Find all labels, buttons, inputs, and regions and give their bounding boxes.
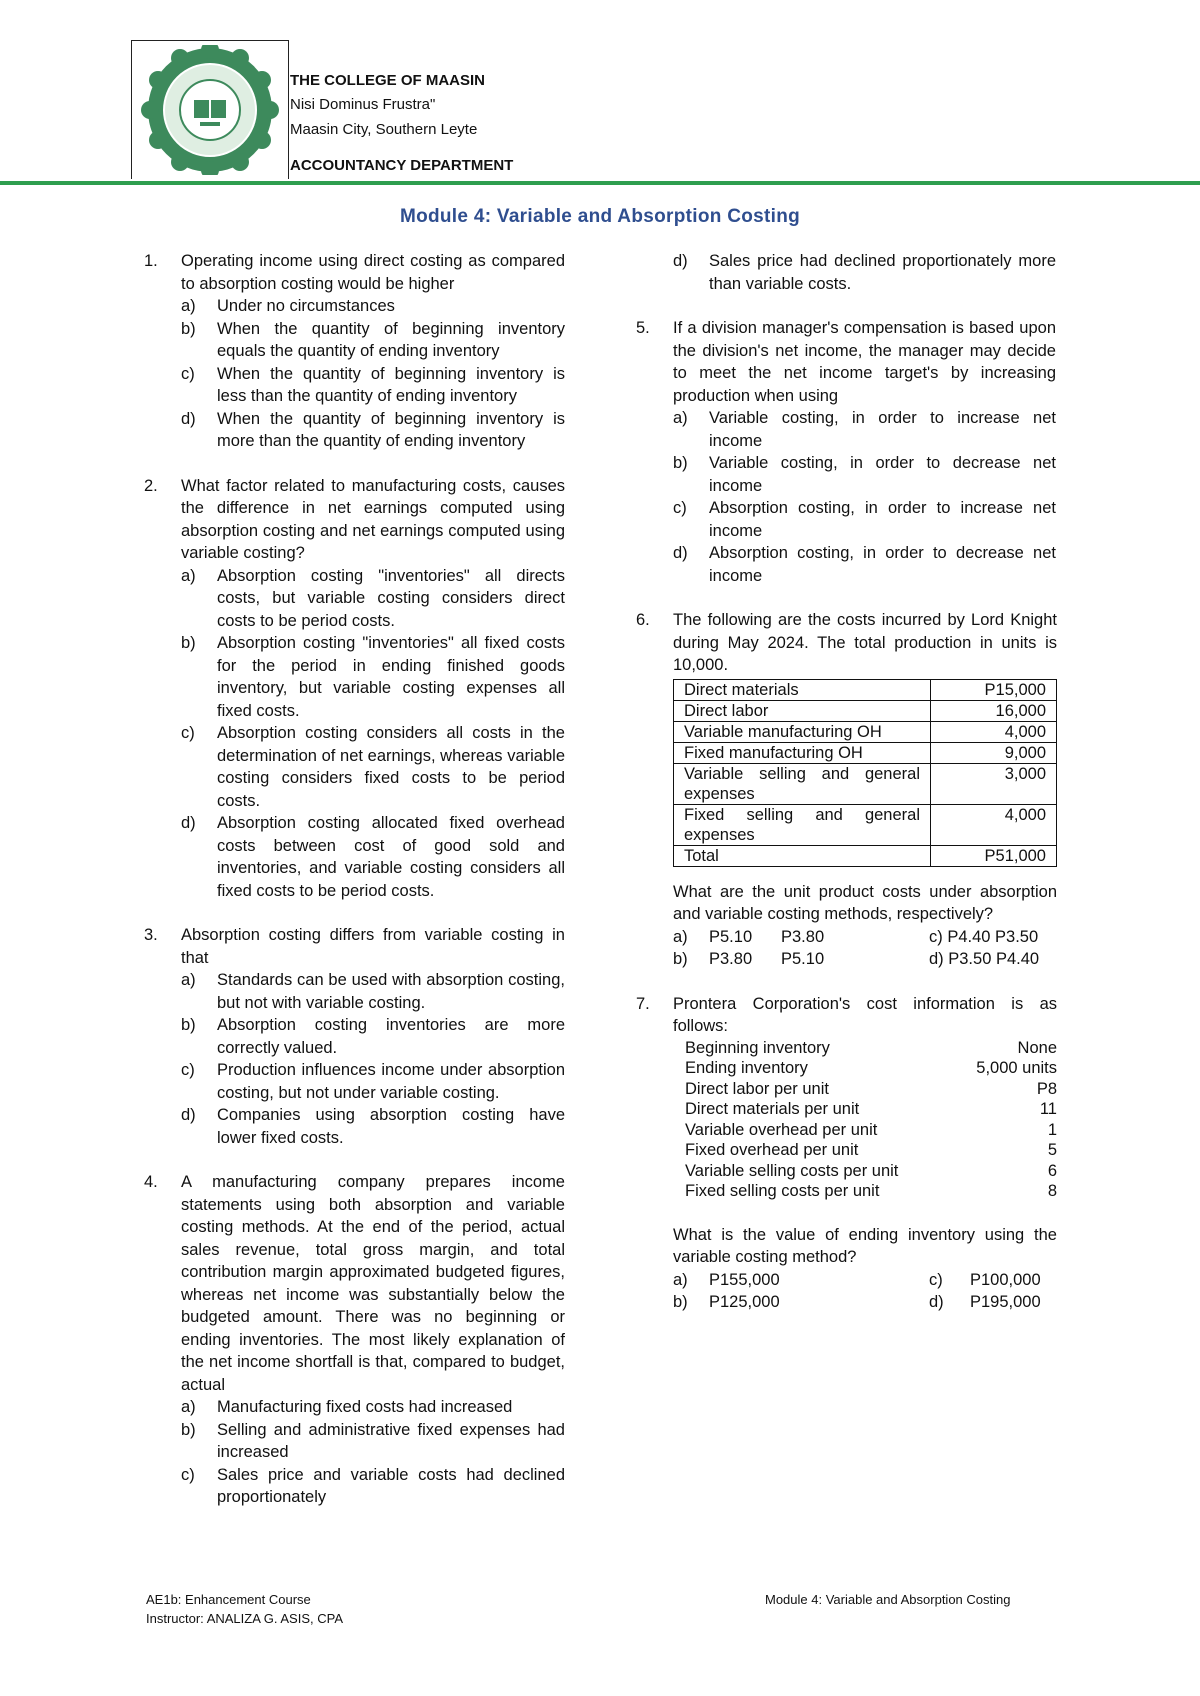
question-4-continued — [673, 250, 1056, 295]
option-b: b) Absorption costing "inventories" all fixed costs for the period in ending finished goods inventory, but variable costing expenses all fixed costs. — [181, 634, 565, 720]
list-item: Direct labor per unit P8 — [685, 1079, 1057, 1098]
option-a: a) Manufacturing fixed costs had increased — [181, 1398, 513, 1416]
option-b: b) When the quantity of beginning inventory equals the quantity of ending inventory — [181, 319, 565, 360]
question-stem: What factor related to manufacturing costs, causes the difference in net earnings computed using absorption costing and net earnings computed using variable costing? — [181, 476, 565, 562]
option-row-bd: b) P3.80 P5.10 d) P3.50 P4.40 — [673, 948, 1057, 971]
option-d: d) Sales price had declined proportionately more than variable costs. — [673, 252, 1056, 293]
question-number: 5. — [636, 319, 650, 337]
question-number: 1. — [144, 252, 158, 270]
question-number: 4. — [144, 1173, 158, 1191]
question-5 — [636, 317, 1056, 587]
option-row-ac: a) P155,000 c) P100,000 — [673, 1270, 1041, 1289]
table-row: Fixed selling and general expenses 4,000 — [674, 804, 1057, 845]
option-b: b) Absorption costing inventories are more correctly valued. — [181, 1016, 565, 1057]
question-stem: Operating income using direct costing as compared to absorption costing would be higher — [181, 252, 565, 293]
question-6 — [636, 609, 1056, 971]
college-address: Maasin City, Southern Leyte — [290, 121, 478, 138]
list-item: Beginning inventory None — [685, 1038, 1057, 1057]
department-name: ACCOUNTANCY DEPARTMENT — [290, 157, 514, 174]
table-row: Total P51,000 — [674, 845, 1057, 866]
header-divider — [0, 181, 1200, 185]
college-seal-logo — [138, 45, 282, 175]
option-d: d) Absorption costing allocated fixed overhead costs between cost of good sold and inventories, and variable costing considers all fixed costs to be period costs. — [181, 814, 565, 900]
option-d: d) When the quantity of beginning inventory is more than the quantity of ending inventory — [181, 409, 565, 450]
question-2 — [144, 475, 565, 903]
option-row-bd: b) P125,000 d) P195,000 — [673, 1293, 1041, 1311]
question-7 — [636, 993, 1056, 1314]
question-stem: Prontera Corporation's cost information is as follows: — [673, 994, 1057, 1035]
college-motto: Nisi Dominus Frustra" — [290, 96, 436, 113]
question-prompt: What is the value of ending inventory using the variable costing method? — [673, 1225, 1057, 1266]
list-item: Fixed overhead per unit 5 — [685, 1141, 1057, 1159]
option-c: c) Absorption costing considers all costs in the determination of net earnings, whereas variable costing considers fixed costs to be period costs. — [181, 724, 565, 810]
option-c: c) Absorption costing, in order to increase net income — [673, 499, 1056, 540]
option-row-ac: a) P5.10 P3.80 c) P4.40 P3.50 — [673, 926, 1057, 949]
option-a: a) Standards can be used with absorption costing, but not with variable costing. — [181, 971, 565, 1012]
question-number: 3. — [144, 926, 158, 944]
question-number: 6. — [636, 611, 650, 629]
option-b: b) Variable costing, in order to decrease net income — [673, 454, 1056, 495]
option-a: a) Under no circumstances — [181, 297, 395, 315]
cost-table — [673, 679, 1057, 867]
cost-information-list — [673, 1038, 1057, 1202]
option-b: b) Selling and administrative fixed expenses had increased — [181, 1420, 565, 1461]
table-row: Fixed manufacturing OH 9,000 — [674, 742, 1057, 763]
question-number: 2. — [144, 476, 158, 495]
list-item: Ending inventory 5,000 units — [685, 1059, 1057, 1077]
question-stem: Absorption costing differs from variable costing in that — [181, 926, 565, 967]
list-item: Variable overhead per unit 1 — [685, 1120, 1057, 1139]
option-d: d) Companies using absorption costing have lower fixed costs. — [181, 1106, 565, 1147]
option-c: c) Production influences income under absorption costing, but not under variable costing. — [181, 1061, 565, 1102]
left-column — [144, 250, 565, 1509]
question-stem: The following are the costs incurred by Lord Knight during May 2024. The total production in units is 10,000. — [673, 611, 1057, 674]
table-row: Direct materials P15,000 — [674, 679, 1057, 700]
option-a: a) Absorption costing "inventories" all directs costs, but variable costing considers direct costs to be period costs. — [181, 566, 565, 630]
footer-instructor: Instructor: ANALIZA G. ASIS, CPA — [146, 1611, 343, 1626]
question-4 — [144, 1171, 565, 1509]
table-row: Variable selling and general expenses 3,000 — [674, 763, 1057, 804]
page-title: Module 4: Variable and Absorption Costing — [399, 206, 801, 227]
option-c: c) Sales price and variable costs had declined proportionately — [181, 1465, 565, 1506]
question-number: 7. — [636, 994, 650, 1013]
question-stem: If a division manager's compensation is based upon the division's net income, the manager may decide to meet the net income target's by increasing production when using — [673, 319, 1056, 405]
question-stem: A manufacturing company prepares income statements using both absorption and variable costing methods. At the end of the period, actual sales revenue, total gross margin, and total contribution margin approximated budgeted figures, whereas net income was substantially below the budgeted amount. There was no beginning or ending inventories. The most likely explanation of the net income shortfall is that, compared to budget, actual — [181, 1173, 565, 1394]
option-c: c) P4.40 P3.50 — [929, 927, 1039, 946]
footer-course: AE1b: Enhancement Course — [146, 1592, 311, 1607]
footer-module: Module 4: Variable and Absorption Costing — [765, 1592, 1011, 1607]
option-a: a) Variable costing, in order to increase net income — [673, 409, 1056, 450]
question-1 — [144, 250, 565, 453]
option-d: d) Absorption costing, in order to decrease net income — [673, 544, 1056, 585]
question-3 — [144, 924, 565, 1149]
right-column — [636, 250, 1056, 1336]
college-name: THE COLLEGE OF MAASIN — [290, 72, 485, 89]
option-d: d) P3.50 P4.40 — [929, 950, 1040, 968]
table-row: Variable manufacturing OH 4,000 — [674, 721, 1057, 742]
logo-frame — [131, 40, 289, 179]
list-item: Direct materials per unit 11 — [685, 1100, 1057, 1118]
option-c: c) When the quantity of beginning inventory is less than the quantity of ending inventory — [181, 364, 565, 405]
list-item: Fixed selling costs per unit 8 — [685, 1182, 1057, 1200]
question-prompt: What are the unit product costs under absorption and variable costing methods, respectively? — [673, 882, 1057, 923]
table-row: Direct labor 16,000 — [674, 700, 1057, 721]
list-item: Variable selling costs per unit 6 — [685, 1161, 1057, 1180]
